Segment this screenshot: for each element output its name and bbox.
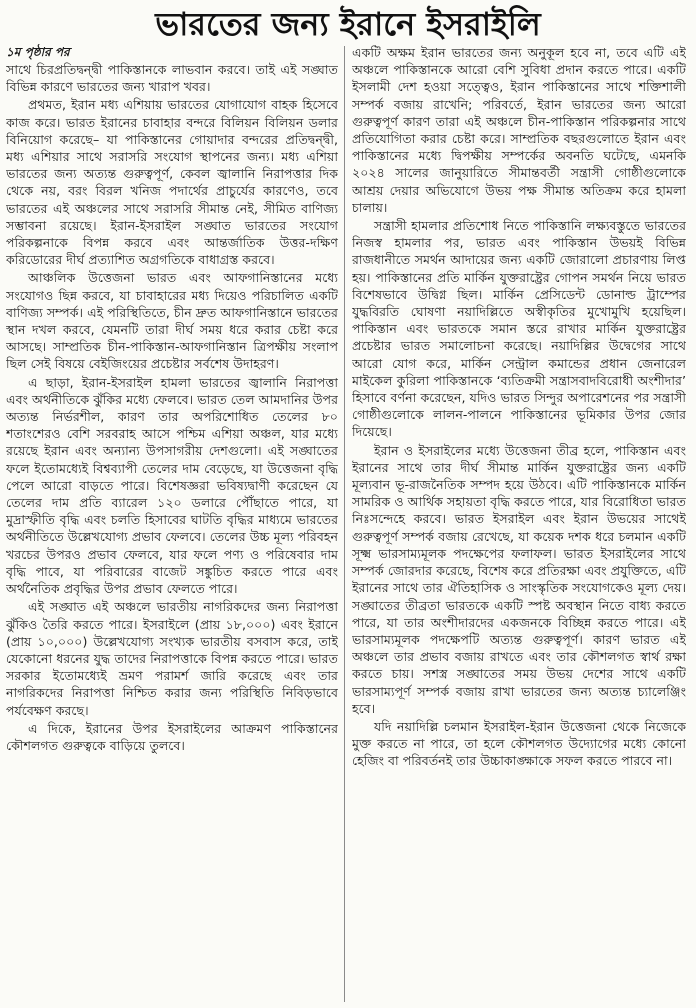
left-column bbox=[6, 44, 338, 1004]
headline: ভারতের জন্য ইরানে ইসরাইলি bbox=[155, 5, 541, 43]
right-paragraph-1: একটি অক্ষম ইরান ভারতের জন্য অনুকূল হবে না, তবে এটি এই অঞ্চলে পাকিস্তানকে আরো বেশি সুবিধা প্রদান করতে পারে। একটি ইসলামী দেশ হওয়া সত্ত্বেও, ইরান পাকিস্তানের সাথে শক্তিশালী সম্পর্ক বজায় রাখেনি; পরিবর্তে, ইরান ভারতের জন্য আরো গুরুত্বপূর্ণ কারণ তারা এই অঞ্চলে চীন-পাকিস্তান পরিকল্পনার সাথে প্রতিযোগিতা করার চেষ্টা করে। সাম্প্রতিক বছরগুলোতে ইরান এবং পাকিস্তানের মধ্যে দ্বিপক্ষীয় সম্পর্কের অবনতি ঘটেছে, এমনকি ২০২৪ সালের জানুয়ারিতে সীমান্তবর্তী সন্ত্রাসী গোষ্ঠীগুলোকে আশ্রয় দেয়ার অভিযোগে উভয় পক্ষ সীমান্ত অতিক্রম করে হামলা চালায়। bbox=[352, 45, 686, 215]
left-paragraph-1-text: সাথে চিরপ্রতিদ্বন্দ্বী পাকিস্তানকে লাভবান করবে। তাই এই সঙ্ঘাত বিভিন্ন কারণে ভারতের জন্য খারাপ খবর। bbox=[6, 62, 338, 95]
left-paragraph-1 bbox=[6, 44, 338, 95]
left-paragraph-3: আঞ্চলিক উত্তেজনা ভারত এবং আফগানিস্তানের মধ্যে সংযোগও ছিন্ন করবে, যা চাবাহারের মধ্য দিয়েও পরিচালিত একটি বাণিজ্য সম্পর্ক। এই পরিস্থিতিতে, চীন দ্রুত আফগানিস্তানে ভারতের স্থান দখল করবে, যেমনটি তারা দীর্ঘ সময় ধরে করার চেষ্টা করে আসছে। সাম্প্রতিক চীন-পাকিস্তান-আফগানিস্তান ত্রিপক্ষীয় সংলাপ ছিল সেই বিষয়ে বেইজিংয়ের প্রচেষ্টার সর্বশেষ উদাহরণ। bbox=[6, 270, 338, 372]
left-paragraph-5: এই সঙ্ঘাত এই অঞ্চলে ভারতীয় নাগরিকদের জন্য নিরাপত্তা ঝুঁকিও তৈরি করতে পারে। ইসরাইলে (প্রায় ১৮,০০০) এবং ইরানে (প্রায় ১০,০০০) উল্লেখযোগ্য সংখ্যক ভারতীয় বসবাস করে, তাই যেকোনো ধরনের যুদ্ধ তাদের নিরাপত্তাকে বিপন্ন করতে পারে। ভারত সরকার ইতোমধ্যেই ভ্রমণ পরামর্শ জারি করেছে এবং তার নাগরিকদের নিরাপত্তা নিশ্চিত করার জন্য পরিস্থিতি নিবিড়ভাবে পর্যবেক্ষণ করছে। bbox=[6, 599, 338, 718]
left-paragraph-2: প্রথমত, ইরান মধ্য এশিয়ায় ভারতের যোগাযোগ বাহক হিসেবে কাজ করে। ভারত ইরানের চাবাহার বন্দরে বিলিয়ন বিলিয়ন ডলার বিনিয়োগ করেছে– যা পাকিস্তানের গোয়াদার বন্দরের প্রতিদ্বন্দ্বী, মধ্য এশিয়ার সাথে সরাসরি সংযোগ স্থাপনের জন্য। মধ্য এশিয়া ভারতের জন্য অত্যন্ত গুরুত্বপূর্ণ, কেবল জ্বালানি নিরাপত্তার দিক থেকে নয়, বরং বিরল খনিজ পদার্থের প্রাচুর্যের কারণেও, তবে ভারতের এই অঞ্চলের সাথে সরাসরি সীমান্ত নেই, সীমিত বাণিজ্য সম্ভাবনা রয়েছে। ইরান-ইসরাইল সঙ্ঘাত ভারতের সংযোগ পরিকল্পনাকে বিপন্ন করবে এবং আন্তর্জাতিক উত্তর-দক্ষিণ করিডোরের দীর্ঘ প্রত্যাশিত অগ্রগতিকে বাধাগ্রস্ত করবে। bbox=[6, 97, 338, 268]
left-paragraph-6: এ দিকে, ইরানের উপর ইসরাইলের আক্রমণ পাকিস্তানের কৌশলগত গুরুত্বকে বাড়িয়ে তুলবে। bbox=[6, 720, 338, 753]
column-divider bbox=[344, 46, 345, 1002]
continuation-label: ১ম পৃষ্ঠার পর bbox=[6, 45, 70, 59]
right-paragraph-3: ইরান ও ইসরাইলের মধ্যে উত্তেজনা তীব্র হলে, পাকিস্তান এবং ইরানের সাথে তার দীর্ঘ সীমান্ত মার্কিন যুক্তরাষ্ট্রের জন্য একটি মূল্যবান ভূ-রাজনৈতিক সম্পদ হয়ে উঠবে। এটি পাকিস্তানকে মার্কিন সামরিক ও আর্থিক সহায়তা বৃদ্ধি করতে পারে, যার বিরোধিতা ভারত নিঃসন্দেহে করবে। ভারত ইসরাইল এবং ইরান উভয়ের সাথেই গুরুত্বপূর্ণ সম্পর্ক বজায় রেখেছে, যা কয়েক দশক ধরে চলমান একটি সূক্ষ্ম ভারসাম্যমূলক পদক্ষেপের ফলাফল। ভারত ইসরাইলের সাথে সম্পর্ক জোরদার করেছে, বিশেষ করে প্রতিরক্ষা এবং প্রযুক্তিতে, এটি ইরানের সাথে তার ঐতিহাসিক ও সাংস্কৃতিক সংযোগকেও মূল্য দেয়। সঙ্ঘাতের তীব্রতা ভারতকে একটি স্পষ্ট অবস্থান নিতে বাধ্য করতে পারে, যা তার অংশীদারদের একজনকে বিচ্ছিন্ন করতে পারে। এই ভারসাম্যমূলক পদক্ষেপটি অত্যন্ত গুরুত্বপূর্ণ। কারণ ভারত এই অঞ্চলে তার প্রভাব বজায় রাখতে এবং তার কৌশলগত স্বার্থ রক্ষা করতে চায়। সশস্ত্র সঙ্ঘাতের সময় উভয় দেশের সাথে একটি ভারসাম্যপূর্ণ সম্পর্ক বজায় রাখা ভারতের জন্য অত্যন্ত চ্যালেঞ্জিং হবে। bbox=[352, 442, 686, 716]
left-paragraph-4: এ ছাড়া, ইরান-ইসরাইল হামলা ভারতের জ্বালানি নিরাপত্তা এবং অর্থনীতিকে ঝুঁকির মধ্যে ফেলবে। ভারত তেল আমদানির উপর অত্যন্ত নির্ভরশীল, কারণ তার অপরিশোধিত তেলের ৮০ শতাংশেরও বেশি সরবরাহ আসে পশ্চিম এশিয়া অঞ্চল, যার মধ্যে রয়েছে ইরান এবং অন্যান্য উপসাগরীয় দেশগুলো। এই সঙ্ঘাতের ফলে ইতোমধ্যেই বিশ্বব্যাপী তেলের দাম বেড়েছে, যা উত্তেজনা বৃদ্ধি পেলে আরো বাড়তে পারে। বিশেষজ্ঞরা ভবিষ্যদ্বাণী করেছেন যে তেলের দাম প্রতি ব্যারেল ১২০ ডলারে পৌঁছাতে পারে, যা মুদ্রাস্ফীতি বৃদ্ধি এবং চলতি হিসাবের ঘাটতি বৃদ্ধির মাধ্যমে ভারতের অর্থনীতিতে উল্লেখযোগ্য প্রভাব ফেলবে। তেলের উচ্চ মূল্য পরিবহন খরচের উপরও প্রভাব ফেলবে, যার ফলে পণ্য ও পরিষেবার দাম বৃদ্ধি পাবে, যা পরিবারের বাজেট সঙ্কুচিত করতে পারে এবং অর্থনৈতিক প্রবৃদ্ধির উপর প্রভাব ফেলতে পারে। bbox=[6, 374, 338, 597]
right-paragraph-2: সন্ত্রাসী হামলার প্রতিশোধ নিতে পাকিস্তানি লক্ষ্যবস্তুতে ভারতের নিজস্ব হামলার পর, ভারত এবং পাকিস্তান উভয়ই বিভিন্ন রাজধানীতে সমর্থন আদায়ের জন্য একটি জোরালো প্রচারণায় লিপ্ত হয়। পাকিস্তানের প্রতি মার্কিন যুক্তরাষ্ট্রের গোপন সমর্থন নিয়ে ভারত বিশেষভাবে উদ্বিগ্ন ছিল। মার্কিন প্রেসিডেন্ট ডোনাল্ড ট্রাম্পের যুদ্ধবিরতি ঘোষণা নয়াদিল্লিতে অস্বীকৃতির মুখোমুখি হয়েছিল। পাকিস্তান এবং ভারতকে সমান স্তরে রাখার মার্কিন যুক্তরাষ্ট্রের প্রচেষ্টার ভারত সমালোচনা করেছে। নয়াদিল্লির উদ্বেগের সাথে আরো যোগ করে, মার্কিন সেন্ট্রাল কমান্ডের প্রধান জেনারেল মাইকেল কুরিলা পাকিস্তানকে ‘ব্যতিক্রমী সন্ত্রাসবাদবিরোধী অংশীদার’ হিসাবে বর্ণনা করেছেন, যদিও ভারত সিন্দুর অপারেশনের পর সন্ত্রাসী গোষ্ঠীগুলোকে লালন-পালনে পাকিস্তানের ভূমিকার উপর জোর দিয়েছে। bbox=[352, 218, 686, 440]
right-paragraph-4: যদি নয়াদিল্লি চলমান ইসরাইল-ইরান উত্তেজনা থেকে নিজেকে মুক্ত করতে না পারে, তা হলে কৌশলগত উদ্যোগের মধ্যে কোনো হেজিং বা পরিবর্তনই তার উচ্চাকাঙ্ক্ষাকে সফল করতে পারবে না। bbox=[352, 718, 686, 769]
right-column bbox=[352, 44, 686, 1004]
